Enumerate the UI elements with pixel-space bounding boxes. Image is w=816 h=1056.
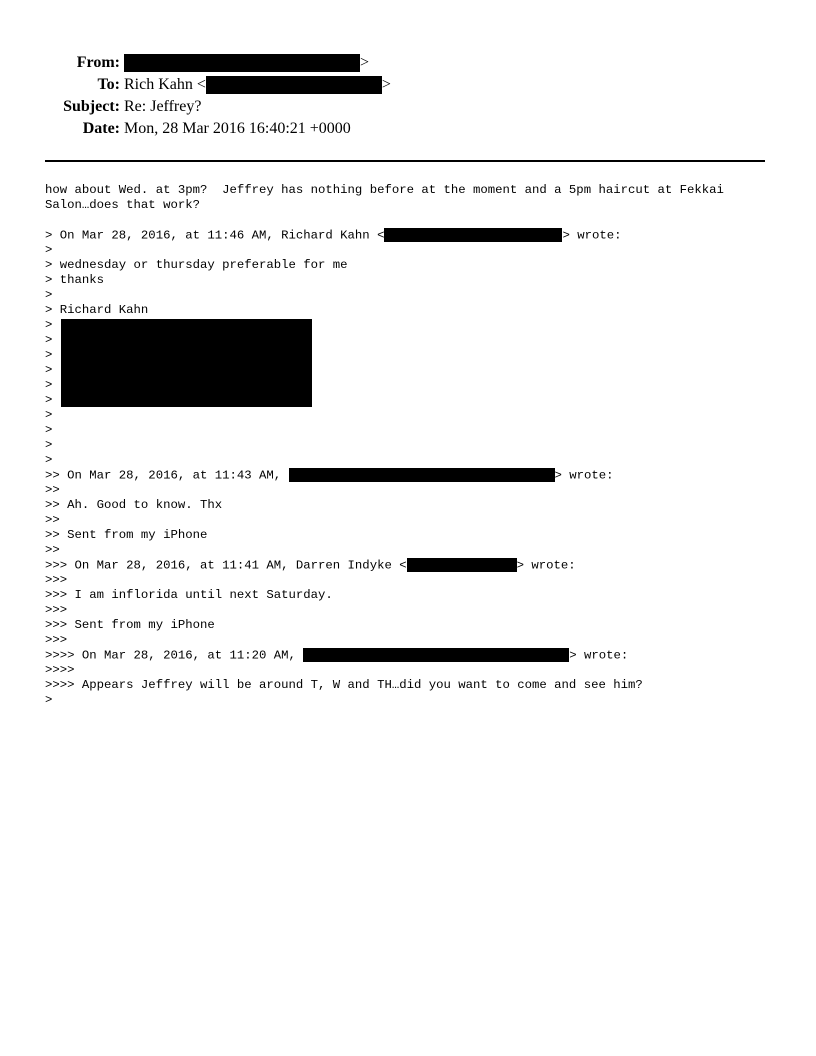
quote-line: > <box>45 693 53 707</box>
redacted-from-address <box>124 54 360 72</box>
to-label: To: <box>97 76 120 93</box>
quote-line: >>>> Appears Jeffrey will be around T, W and TH…did you want to come and see him? <box>45 678 643 692</box>
redacted-sender <box>289 468 555 482</box>
subject-value: Re: Jeffrey? <box>124 98 202 115</box>
quote-line: > <box>45 378 53 392</box>
header-divider <box>45 160 765 162</box>
quote-line: >>> <box>45 633 68 647</box>
quote-line: > wednesday or thursday preferable for me <box>45 258 348 272</box>
from-label: From: <box>76 54 120 71</box>
quote-line: >> <box>45 513 60 527</box>
redacted-email <box>407 558 517 572</box>
quote-header <box>45 558 785 573</box>
quote-line: > <box>45 348 53 362</box>
quote-line: > <box>45 438 53 452</box>
quote-line: > <box>45 423 53 437</box>
subject-row <box>0 96 816 118</box>
quote-header <box>45 648 785 663</box>
quote-header-pre: > On Mar 28, 2016, at 11:46 AM, Richard Kahn < <box>45 228 385 243</box>
subject-label: Subject: <box>63 98 120 115</box>
date-row <box>0 118 816 140</box>
quote-header-pre: >> On Mar 28, 2016, at 11:43 AM, <box>45 468 289 483</box>
quote-line: > <box>45 288 53 302</box>
to-row <box>0 74 816 96</box>
reply-line: Salon…does that work? <box>45 198 200 212</box>
from-row <box>0 52 816 74</box>
quote-line: > thanks <box>45 273 105 287</box>
quote-line: > <box>45 243 53 257</box>
quote-line: > <box>45 408 53 422</box>
quote-header-pre: >>>> On Mar 28, 2016, at 11:20 AM, <box>45 648 304 663</box>
quote-line: >>> <box>45 573 68 587</box>
quote-line: >>> <box>45 603 68 617</box>
quote-line: >> Ah. Good to know. Thx <box>45 498 223 512</box>
redacted-email <box>384 228 562 242</box>
quote-line: > Richard Kahn <box>45 303 149 317</box>
quote-line: >> Sent from my iPhone <box>45 528 208 542</box>
quote-line: >>>> <box>45 663 75 677</box>
redacted-to-address <box>206 76 382 94</box>
from-suffix: > <box>360 54 370 71</box>
quote-header-post: > wrote: <box>562 228 622 243</box>
date-label: Date: <box>82 120 120 137</box>
quote-line: > <box>45 333 53 347</box>
to-prefix: Rich Kahn < <box>124 76 206 93</box>
quote-line: >>> Sent from my iPhone <box>45 618 215 632</box>
quote-line: >>> I am inflorida until next Saturday. <box>45 588 333 602</box>
to-suffix: > <box>381 76 391 93</box>
redacted-sender <box>303 648 569 662</box>
quote-header <box>45 468 785 483</box>
quote-line: > <box>45 453 53 467</box>
quote-line: > <box>45 393 53 407</box>
quote-line: > <box>45 363 53 377</box>
quote-header <box>45 228 785 243</box>
from-value <box>124 52 369 74</box>
quote-header-post: > wrote: <box>516 558 576 573</box>
redacted-signature-block <box>61 319 312 407</box>
to-value <box>124 74 391 96</box>
quote-line: >> <box>45 543 60 557</box>
quote-line: >> <box>45 483 60 497</box>
quote-header-post: > wrote: <box>569 648 629 663</box>
reply-line: how about Wed. at 3pm? Jeffrey has nothing before at the moment and a 5pm haircut at Fekkai <box>45 183 724 197</box>
date-value: Mon, 28 Mar 2016 16:40:21 +0000 <box>124 120 351 137</box>
quote-line: > <box>45 318 53 332</box>
quote-header-post: > wrote: <box>554 468 614 483</box>
quote-header-pre: >>> On Mar 28, 2016, at 11:41 AM, Darren Indyke < <box>45 558 407 573</box>
